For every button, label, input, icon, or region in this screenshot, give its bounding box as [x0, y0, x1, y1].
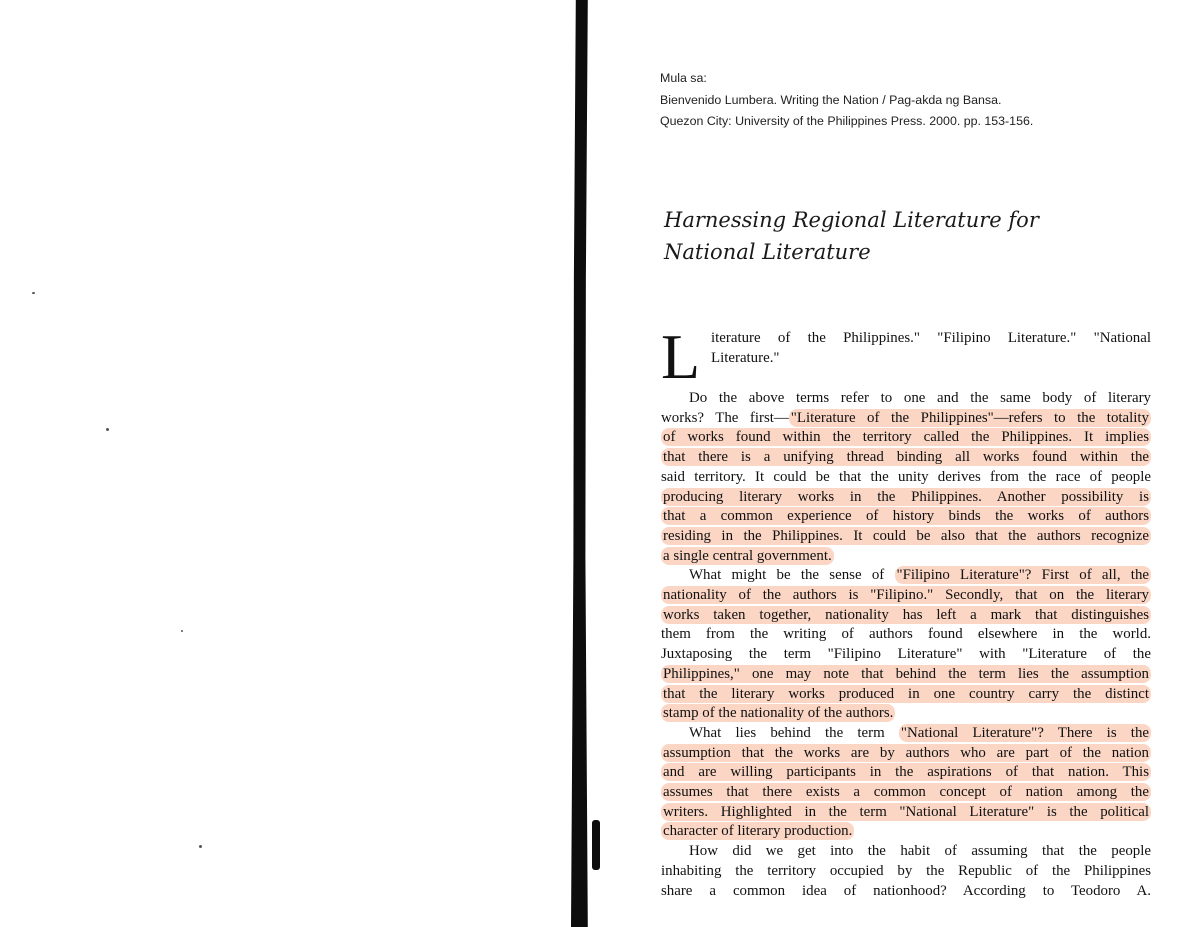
text-line — [661, 783, 1151, 803]
text-run: What might be the sense of — [689, 567, 895, 584]
text-line — [661, 645, 1151, 665]
text-line — [661, 744, 1151, 764]
highlighted-text: assumption that the works are by authors who are part of the nation — [663, 744, 1149, 761]
text-line — [661, 822, 1151, 842]
text-run: Do the above terms refer to one and the same body of literary — [689, 390, 1151, 406]
highlighted-text: that a common experience of history binds the works of authors — [663, 508, 1149, 525]
text-line — [661, 704, 1151, 724]
paragraph-2 — [661, 566, 1151, 724]
paragraph-3 — [661, 724, 1151, 842]
highlighted-text: residing in the Philippines. It could be also that the authors recognize — [663, 527, 1149, 544]
source-line: Mula sa: — [660, 71, 707, 85]
text-line — [661, 566, 1151, 586]
text-line — [661, 586, 1151, 606]
text-line — [661, 527, 1151, 547]
highlighted-text: "National Literature"? There is the — [900, 724, 1149, 741]
text-line — [661, 862, 1151, 882]
title-line-2: National Literature — [664, 240, 871, 264]
source-line: Quezon City: University of the Philippines Press. 2000. pp. 153-156. — [660, 114, 1034, 128]
text-line — [661, 842, 1151, 862]
text-line — [661, 428, 1151, 448]
scan-speck — [181, 630, 183, 632]
source-line: Bienvenido Lumbera. Writing the Nation / Pag-akda ng Bansa. — [660, 92, 1002, 107]
text-line — [661, 547, 1151, 567]
highlighted-text: that there is a unifying thread binding all works found within the — [663, 449, 1149, 466]
text-line — [661, 409, 1151, 429]
highlighted-text: "Literature of the Philippines"—refers to the totality — [790, 409, 1149, 426]
highlighted-text: and are willing participants in the aspirations of that nation. This — [663, 764, 1149, 781]
text-line — [661, 803, 1151, 823]
highlighted-text: of works found within the territory called the Philippines. It implies — [663, 429, 1149, 446]
highlighted-text: works taken together, nationality has left a mark that distinguishes — [663, 606, 1149, 623]
highlighted-text: writers. Highlighted in the term "National Literature" is the political — [663, 803, 1149, 820]
highlighted-text: producing literary works in the Philippines. Another possibility is — [663, 488, 1149, 505]
text-line — [661, 507, 1151, 527]
scan-speck — [32, 292, 35, 294]
highlighted-text: "Filipino Literature"? First of all, the — [896, 567, 1149, 584]
left-blank-page — [0, 0, 572, 927]
text-run: What lies behind the term — [689, 724, 899, 741]
lead-text — [711, 329, 1151, 368]
text-line — [661, 724, 1151, 744]
lead-line: iterature of the Philippines." "Filipino Literature." "National — [711, 330, 1151, 346]
text-run: them from the writing of authors found elsewhere in the world. — [661, 626, 1151, 643]
highlighted-text: nationality of the authors is "Filipino." Secondly, that on the literary — [663, 587, 1149, 604]
text-run: inhabiting the territory occupied by the Republic of the Philippines — [661, 862, 1151, 879]
text-run: works? The first— — [661, 409, 789, 426]
text-line — [661, 625, 1151, 645]
lead-line: Literature." — [711, 349, 780, 366]
highlighted-text: that the literary works produced in one country carry the distinct — [663, 685, 1149, 702]
highlighted-text: assumes that there exists a common concept of nation among the — [663, 784, 1149, 801]
text-line — [661, 448, 1151, 468]
scan-speck — [199, 845, 202, 848]
chapter-title — [664, 204, 1164, 268]
text-line — [661, 488, 1151, 508]
text-run: How did we get into the habit of assuming that the people — [689, 843, 1151, 860]
text-line — [661, 763, 1151, 783]
paragraph-4 — [661, 842, 1151, 901]
title-line-1: Harnessing Regional Literature for — [664, 208, 1039, 232]
text-run: Juxtaposing the term "Filipino Literature" with "Literature of the — [661, 646, 1151, 663]
drop-cap: L — [661, 321, 701, 392]
text-line — [661, 685, 1151, 705]
scan-speck — [106, 428, 109, 431]
text-run: said territory. It could be that the unity derives from the race of people — [661, 468, 1151, 485]
paragraph-1 — [661, 389, 1151, 566]
text-line — [661, 468, 1151, 488]
text-line — [661, 389, 1151, 409]
highlighted-text: stamp of the nationality of the authors. — [663, 705, 894, 722]
highlighted-text: Philippines," one may note that behind the term lies the assumption — [663, 665, 1149, 682]
text-line — [661, 882, 1151, 902]
highlighted-text: a single central government. — [663, 547, 832, 564]
book-spine-shadow — [571, 0, 595, 927]
article-body — [661, 321, 1151, 901]
text-line — [661, 665, 1151, 685]
source-citation — [660, 68, 1180, 133]
text-line — [661, 606, 1151, 626]
book-spine-shadow — [592, 820, 600, 870]
text-run: share a common idea of nationhood? According to Teodoro A. — [661, 882, 1151, 899]
opening-lines — [661, 321, 1151, 392]
highlighted-text: character of literary production. — [663, 823, 853, 840]
